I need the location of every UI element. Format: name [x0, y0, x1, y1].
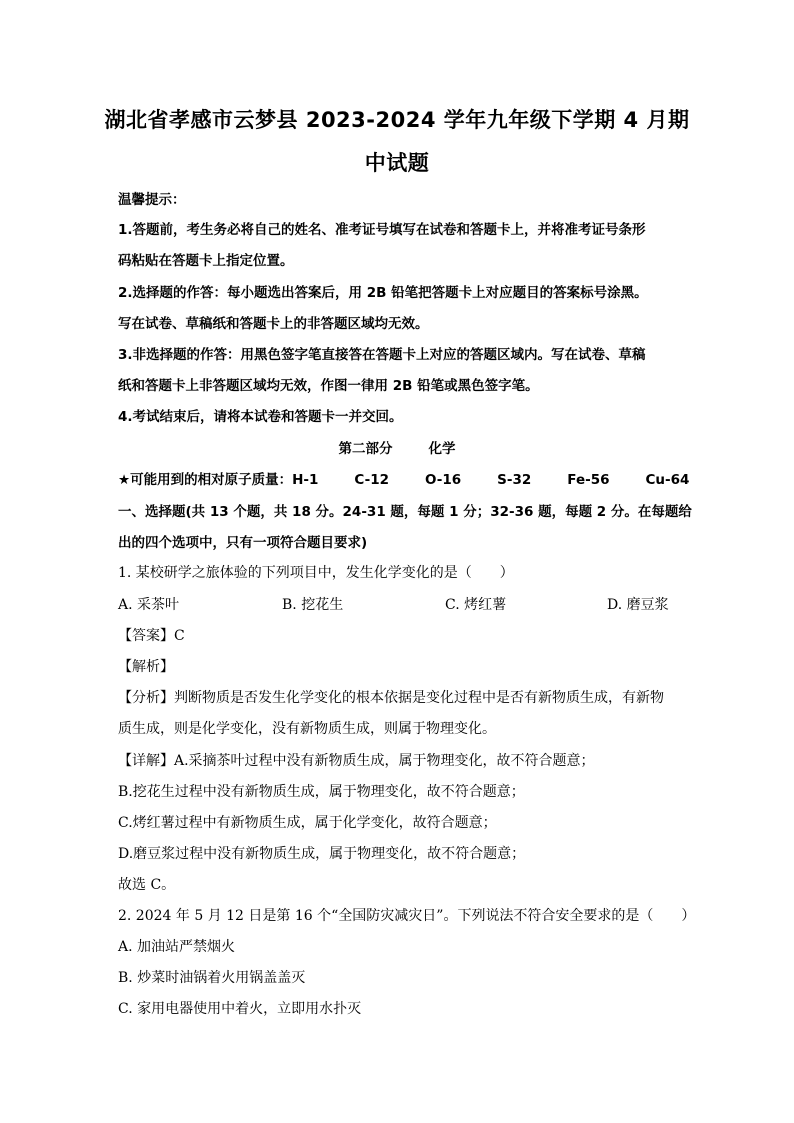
tips-heading: 温馨提示：	[118, 192, 186, 208]
atomic-mass-c: C-12	[354, 472, 390, 488]
question-1-option-b: B. 挖花生	[282, 597, 344, 613]
question-1-answer: 【答案】C	[118, 628, 185, 644]
question-2-option-b: B. 炒菜时油锅着火用锅盖盖灭	[118, 970, 306, 986]
question-1-option-c: C. 烤红薯	[445, 597, 507, 613]
question-1-detail-d: D.磨豆浆过程中没有新物质生成，属于物理变化，故不符合题意；	[118, 846, 526, 862]
document-title-line-1: 湖北省孝感市云梦县 2023-2024 学年九年级下学期 4 月期	[104, 108, 690, 132]
question-1-analysis-heading: 【解析】	[118, 659, 174, 675]
section-part: 第二部分	[338, 441, 393, 457]
instructions-line-2: 出的四个选项中，只有一项符合题目要求)	[118, 535, 368, 551]
question-2-stem: 2. 2024 年 5 月 12 日是第 16 个“全国防灾减灾日”。下列说法不符合安全要求的是（ ）	[118, 908, 696, 924]
tip-1-line-b: 码粘贴在答题卡上指定位置。	[118, 253, 294, 269]
tip-3-line-a: 3.非选择题的作答：用黑色签字笔直接答在答题卡上对应的答题区域内。写在试卷、草稿	[118, 347, 646, 363]
tip-2-line-a: 2.选择题的作答：每小题选出答案后，用 2B 铅笔把答题卡上对应题目的答案标号涂黑。	[118, 285, 648, 301]
question-1-option-a: A. 采茶叶	[118, 597, 180, 613]
question-2-option-a: A. 加油站严禁烟火	[118, 939, 236, 955]
atomic-mass-line	[118, 468, 689, 488]
atomic-mass-s: S-32	[497, 472, 532, 488]
instructions-line-1: 一、选择题(共 13 个题，共 18 分。24-31 题，每题 1 分；32-36 题，每题 2 分。在每题给	[118, 504, 692, 520]
tip-1-line-a: 1.答题前，考生务必将自己的姓名、准考证号填写在试卷和答题卡上，并将准考证号条形	[118, 222, 646, 238]
question-1-conclusion: 故选 C。	[118, 877, 176, 893]
tip-4: 4.考试结束后，请将本试卷和答题卡一并交回。	[118, 409, 403, 425]
tip-3-line-b: 纸和答题卡上非答题区域均无效，作图一律用 2B 铅笔或黑色签字笔。	[118, 378, 539, 394]
question-1-detail-c: C.烤红薯过程中有新物质生成，属于化学变化，故符合题意；	[118, 815, 497, 831]
section-heading	[60, 437, 734, 457]
atomic-mass-label: ★可能用到的相对原子质量：	[118, 472, 293, 488]
atomic-mass-fe: Fe-56	[567, 472, 610, 488]
section-subject: 化学	[428, 441, 456, 457]
tip-2-line-b: 写在试卷、草稿纸和答题卡上的非答题区域均无效。	[118, 316, 429, 332]
atomic-mass-o: O-16	[425, 472, 462, 488]
document-title-line-2: 中试题	[364, 151, 430, 175]
question-1-detail-a: 【详解】A.采摘茶叶过程中没有新物质生成，属于物理变化，故不符合题意；	[118, 753, 595, 769]
atomic-mass-h: H-1	[292, 472, 319, 488]
atomic-mass-cu: Cu-64	[645, 472, 690, 488]
question-2-option-c: C. 家用电器使用中着火，立即用水扑灭	[118, 1001, 362, 1017]
question-1-fenxi-line-b: 质生成，则是化学变化，没有新物质生成，则属于物理变化。	[118, 721, 496, 737]
question-1-detail-b: B.挖花生过程中没有新物质生成，属于物理变化，故不符合题意；	[118, 784, 525, 800]
question-1-stem: 1. 某校研学之旅体验的下列项目中，发生化学变化的是（ ）	[118, 565, 514, 581]
question-1-fenxi-line-a: 【分析】判断物质是否发生化学变化的根本依据是变化过程中是否有新物质生成，有新物	[118, 690, 664, 706]
question-1-option-d: D. 磨豆浆	[607, 597, 669, 613]
